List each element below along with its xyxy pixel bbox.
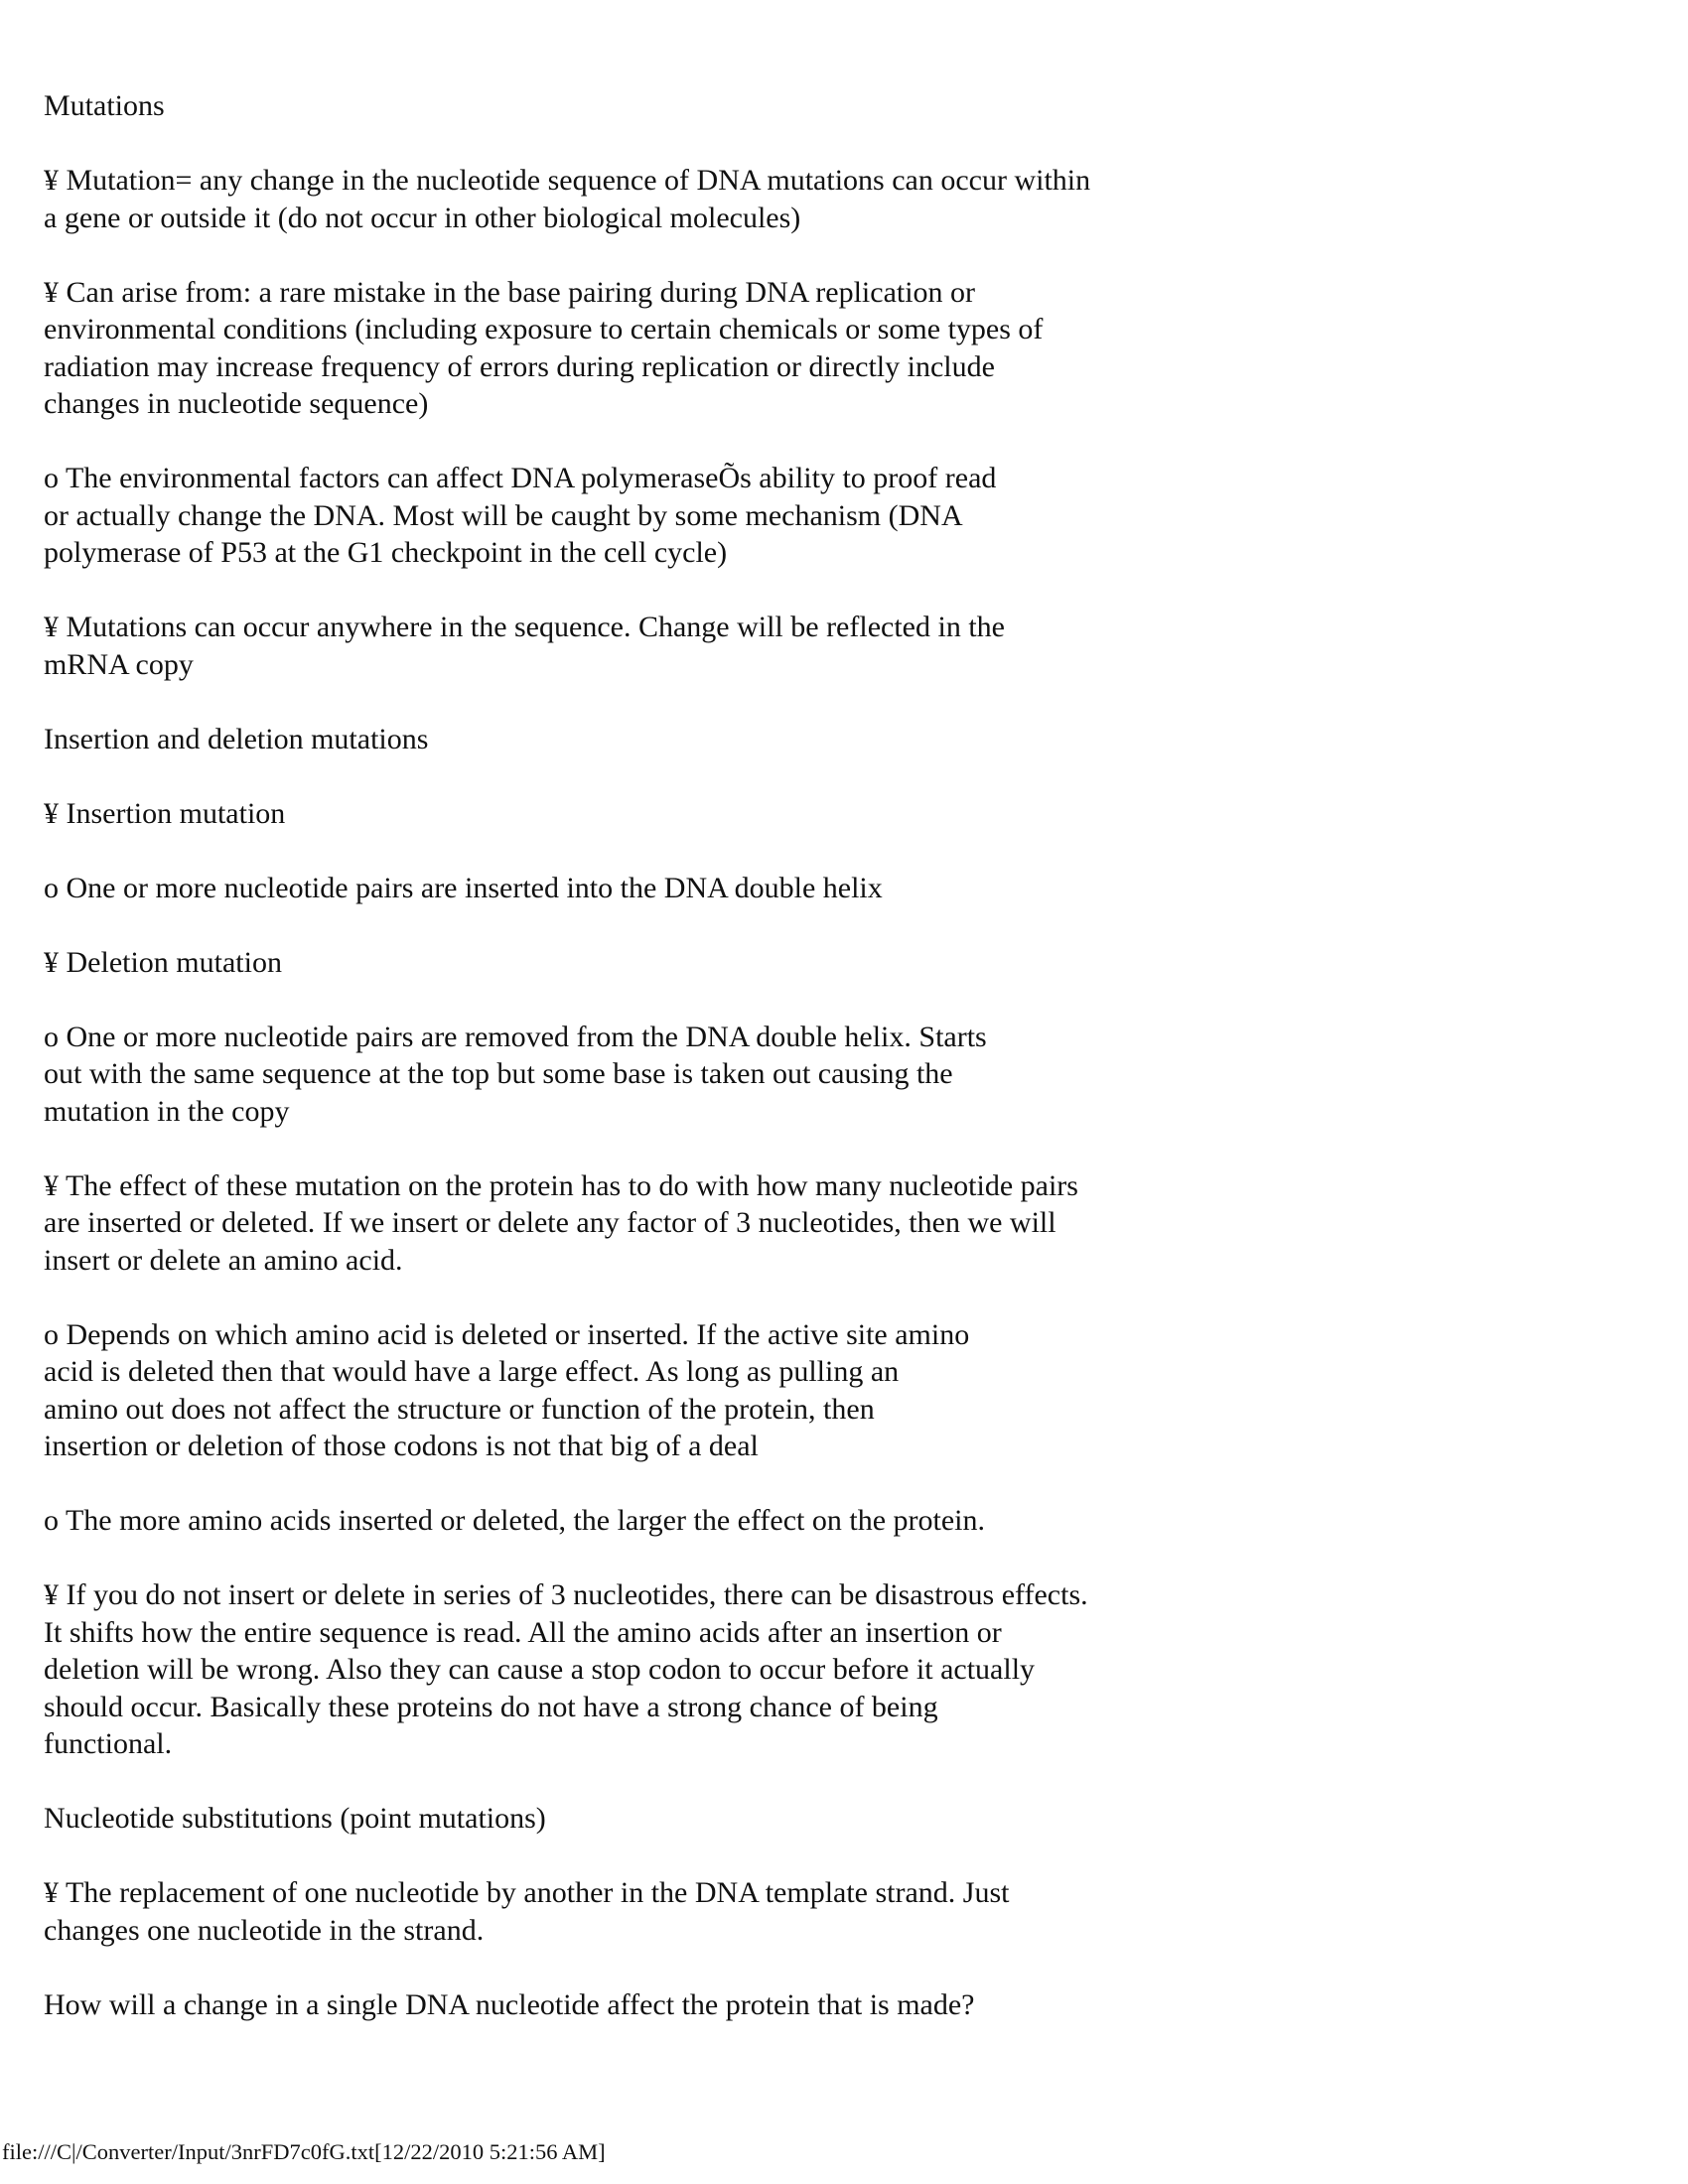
document-body bbox=[44, 87, 1255, 2061]
paragraph-deletion-detail: o One or more nucleotide pairs are removed from the DNA double helix. Starts out with the same sequence at the top but some base is taken out causing the mutation in the copy bbox=[44, 1020, 987, 1128]
paragraph-insertion-detail: o One or more nucleotide pairs are inserted into the DNA double helix bbox=[44, 871, 883, 904]
heading-insertion-deletion: Insertion and deletion mutations bbox=[44, 722, 429, 755]
paragraph-environmental-factors: o The environmental factors can affect DNA polymeraseÕs ability to proof read or actually change the DNA. Most will be caught by some mechanism (DNA polymerase of P53 at the G1 checkpoint in the cell cycle) bbox=[44, 462, 997, 569]
paragraph-amino-acid-dependency: o Depends on which amino acid is deleted or inserted. If the active site amino acid is deleted then that would have a large effect. As long as pulling an amino out does not affect the structure or function of the protein, then insertion or deletion of those codons is not that big of a deal bbox=[44, 1317, 970, 1462]
paragraph-mutation-definition: ¥ Mutation= any change in the nucleotide sequence of DNA mutations can occur within a gene or outside it (do not occur in other biological molecules) bbox=[44, 164, 1091, 234]
heading-point-mutations: Nucleotide substitutions (point mutations) bbox=[44, 1802, 546, 1835]
paragraph-frameshift: ¥ If you do not insert or delete in series of 3 nucleotides, there can be disastrous effects. It shifts how the entire sequence is read. All the amino acids after an insertion or deletion will be wrong. Also they can cause a stop codon to occur before it actually should occur. Basically these proteins do not have a strong chance of being functional. bbox=[44, 1578, 1088, 1760]
footer-source-path: file:///C|/Converter/Input/3nrFD7c0fG.txt[12/22/2010 5:21:56 AM] bbox=[2, 2139, 606, 2164]
paragraph-substitution-definition: ¥ The replacement of one nucleotide by another in the DNA template strand. Just changes one nucleotide in the strand. bbox=[44, 1876, 1010, 1947]
paragraph-deletion-mutation: ¥ Deletion mutation bbox=[44, 945, 282, 979]
paragraph-causes: ¥ Can arise from: a rare mistake in the base pairing during DNA replication or environmental conditions (including exposure to certain chemicals or some types of radiation may increase frequency of errors during replication or directly include changes in nucleotide sequence) bbox=[44, 275, 1044, 420]
paragraph-insertion-mutation: ¥ Insertion mutation bbox=[44, 796, 286, 830]
paragraph-larger-effect: o The more amino acids inserted or deleted, the larger the effect on the protein. bbox=[44, 1504, 985, 1537]
paragraph-effect-on-protein: ¥ The effect of these mutation on the protein has to do with how many nucleotide pairs are inserted or deleted. If we insert or delete any factor of 3 nucleotides, then we will insert or delete an amino acid. bbox=[44, 1168, 1078, 1277]
paragraph-question: How will a change in a single DNA nucleotide affect the protein that is made? bbox=[44, 1987, 975, 2021]
heading-mutations: Mutations bbox=[44, 89, 165, 122]
paragraph-mrna-copy: ¥ Mutations can occur anywhere in the sequence. Change will be reflected in the mRNA copy bbox=[44, 611, 1005, 681]
